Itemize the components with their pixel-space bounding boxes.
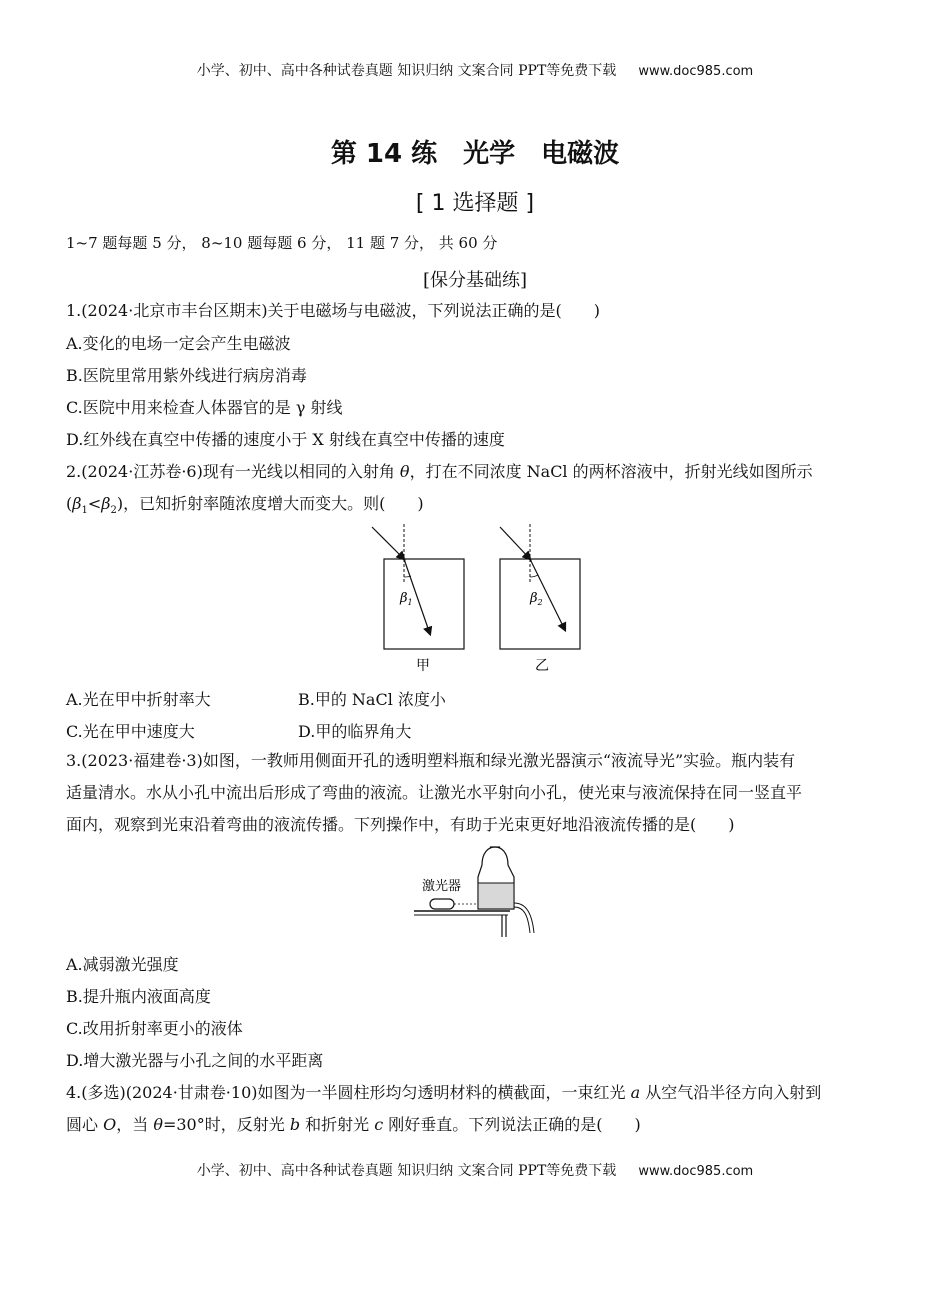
q4-text-b: 从空气沿半径方向入射到 <box>640 1083 822 1102</box>
q2-beta2-sub: 2 <box>110 505 117 517</box>
q4-symbol-c: c <box>374 1115 384 1134</box>
q4-stem-line1 <box>66 1083 886 1103</box>
q4-symbol-theta: θ <box>153 1115 163 1134</box>
q1-option-c: C.医院中用来检查人体器官的是 γ 射线 <box>66 398 343 417</box>
q3-laser-figure <box>410 843 540 939</box>
q2-option-b: B.甲的 NaCl 浓度小 <box>298 690 446 709</box>
q2-option-a: A.光在甲中折射率大 <box>66 690 211 709</box>
q3-stem-line2: 适量清水。水从小孔中流出后形成了弯曲的液流。让激光水平射向小孔，使光束与液流保持在同一竖直平 <box>66 783 803 802</box>
q2-option-d: D.甲的临界角大 <box>298 722 412 741</box>
q4-text-f: 和折射光 <box>300 1115 375 1134</box>
q2-beta1-sub: 1 <box>81 505 88 517</box>
q4-text-e: =30°时，反射光 <box>162 1115 290 1134</box>
scoring-note: 1~7 题每题 5 分， 8~10 题每题 6 分， 11 题 7 分， 共 60 分 <box>66 234 498 252</box>
laser-label: 激光器 <box>422 879 462 894</box>
q4-symbol-b: b <box>289 1115 301 1134</box>
q4-symbol-O: O <box>103 1115 117 1134</box>
header-text: 小学、初中、高中各种试卷真题 知识归纳 文案合同 PPT等免费下载 <box>196 63 617 79</box>
q3-option-a: A.减弱激光强度 <box>66 955 179 974</box>
label-yi: 乙 <box>535 658 549 674</box>
q2-refraction-figure <box>360 522 590 677</box>
q1-stem: 1.(2024·北京市丰台区期末)关于电磁场与电磁波，下列说法正确的是( ) <box>66 301 601 320</box>
q2-stem-line2 <box>66 494 886 521</box>
q4-text-d: ，当 <box>116 1115 154 1134</box>
laser-device <box>430 899 454 909</box>
q2-beta1-symbol: β <box>72 494 82 513</box>
q4-text-a: 4.(多选)(2024·甘肃卷·10)如图为一半圆柱形均匀透明材料的横截面，一束红光 <box>66 1083 631 1102</box>
q2-less-than: < <box>87 494 102 513</box>
q2-option-c: C.光在甲中速度大 <box>66 722 195 741</box>
incident-ray-yi <box>500 527 530 559</box>
q4-symbol-a: a <box>630 1083 641 1102</box>
q2-stem-text-b: ，打在不同浓度 NaCl 的两杯溶液中，折射光线如图所示 <box>409 462 813 481</box>
q4-text-c: 圆心 <box>66 1115 104 1134</box>
section-heading: [ 1 选择题 ] <box>415 191 535 216</box>
q4-stem-line2 <box>66 1115 886 1135</box>
header-url[interactable]: www.doc985.com <box>638 64 754 79</box>
q3-option-b: B.提升瓶内液面高度 <box>66 987 211 1006</box>
footer-url[interactable]: www.doc985.com <box>638 1164 754 1179</box>
q2-stem-text-a: 2.(2024·江苏卷·6)现有一光线以相同的入射角 <box>66 462 400 481</box>
page-footer <box>0 1160 950 1180</box>
q1-option-a: A.变化的电场一定会产生电磁波 <box>66 334 291 353</box>
angle-arc-yi <box>530 575 538 577</box>
beta1-label: $\beta_1$ <box>400 591 413 607</box>
q3-stem-line1: 3.(2023·福建卷·3)如图，一教师用侧面开孔的透明塑料瓶和绿光激光器演示“液流导光”实验。瓶内装有 <box>66 751 796 770</box>
q2-stem-text-c: )，已知折射率随浓度增大而变大。则( ) <box>116 494 424 513</box>
incident-ray-jia <box>372 527 404 559</box>
label-jia: 甲 <box>416 658 430 674</box>
footer-text: 小学、初中、高中各种试卷真题 知识归纳 文案合同 PPT等免费下载 <box>196 1163 617 1179</box>
refracted-ray-jia <box>404 559 430 634</box>
bottle-water <box>479 883 513 908</box>
q4-text-g: 刚好垂直。下列说法正确的是( ) <box>383 1115 641 1134</box>
q3-option-c: C.改用折射率更小的液体 <box>66 1019 243 1038</box>
q3-stem-line3: 面内，观察到光束沿着弯曲的液流传播。下列操作中，有助于光束更好地沿液流传播的是( ) <box>66 815 735 834</box>
page-header <box>0 60 950 80</box>
beta2-label: $\beta_2$ <box>530 591 543 607</box>
q1-option-d: D.红外线在真空中传播的速度小于 X 射线在真空中传播的速度 <box>66 430 505 449</box>
q2-paren-open: ( <box>66 494 73 513</box>
q2-stem-line1 <box>66 462 886 482</box>
q1-option-b: B.医院里常用紫外线进行病房消毒 <box>66 366 307 385</box>
q2-theta-symbol: θ <box>399 462 410 481</box>
q3-option-d: D.增大激光器与小孔之间的水平距离 <box>66 1051 324 1070</box>
page-title: 第 14 练 光学 电磁波 <box>330 139 620 169</box>
beaker-jia <box>384 559 464 649</box>
subsection-heading: [保分基础练] <box>422 270 528 291</box>
q2-beta2-symbol: β <box>101 494 111 513</box>
